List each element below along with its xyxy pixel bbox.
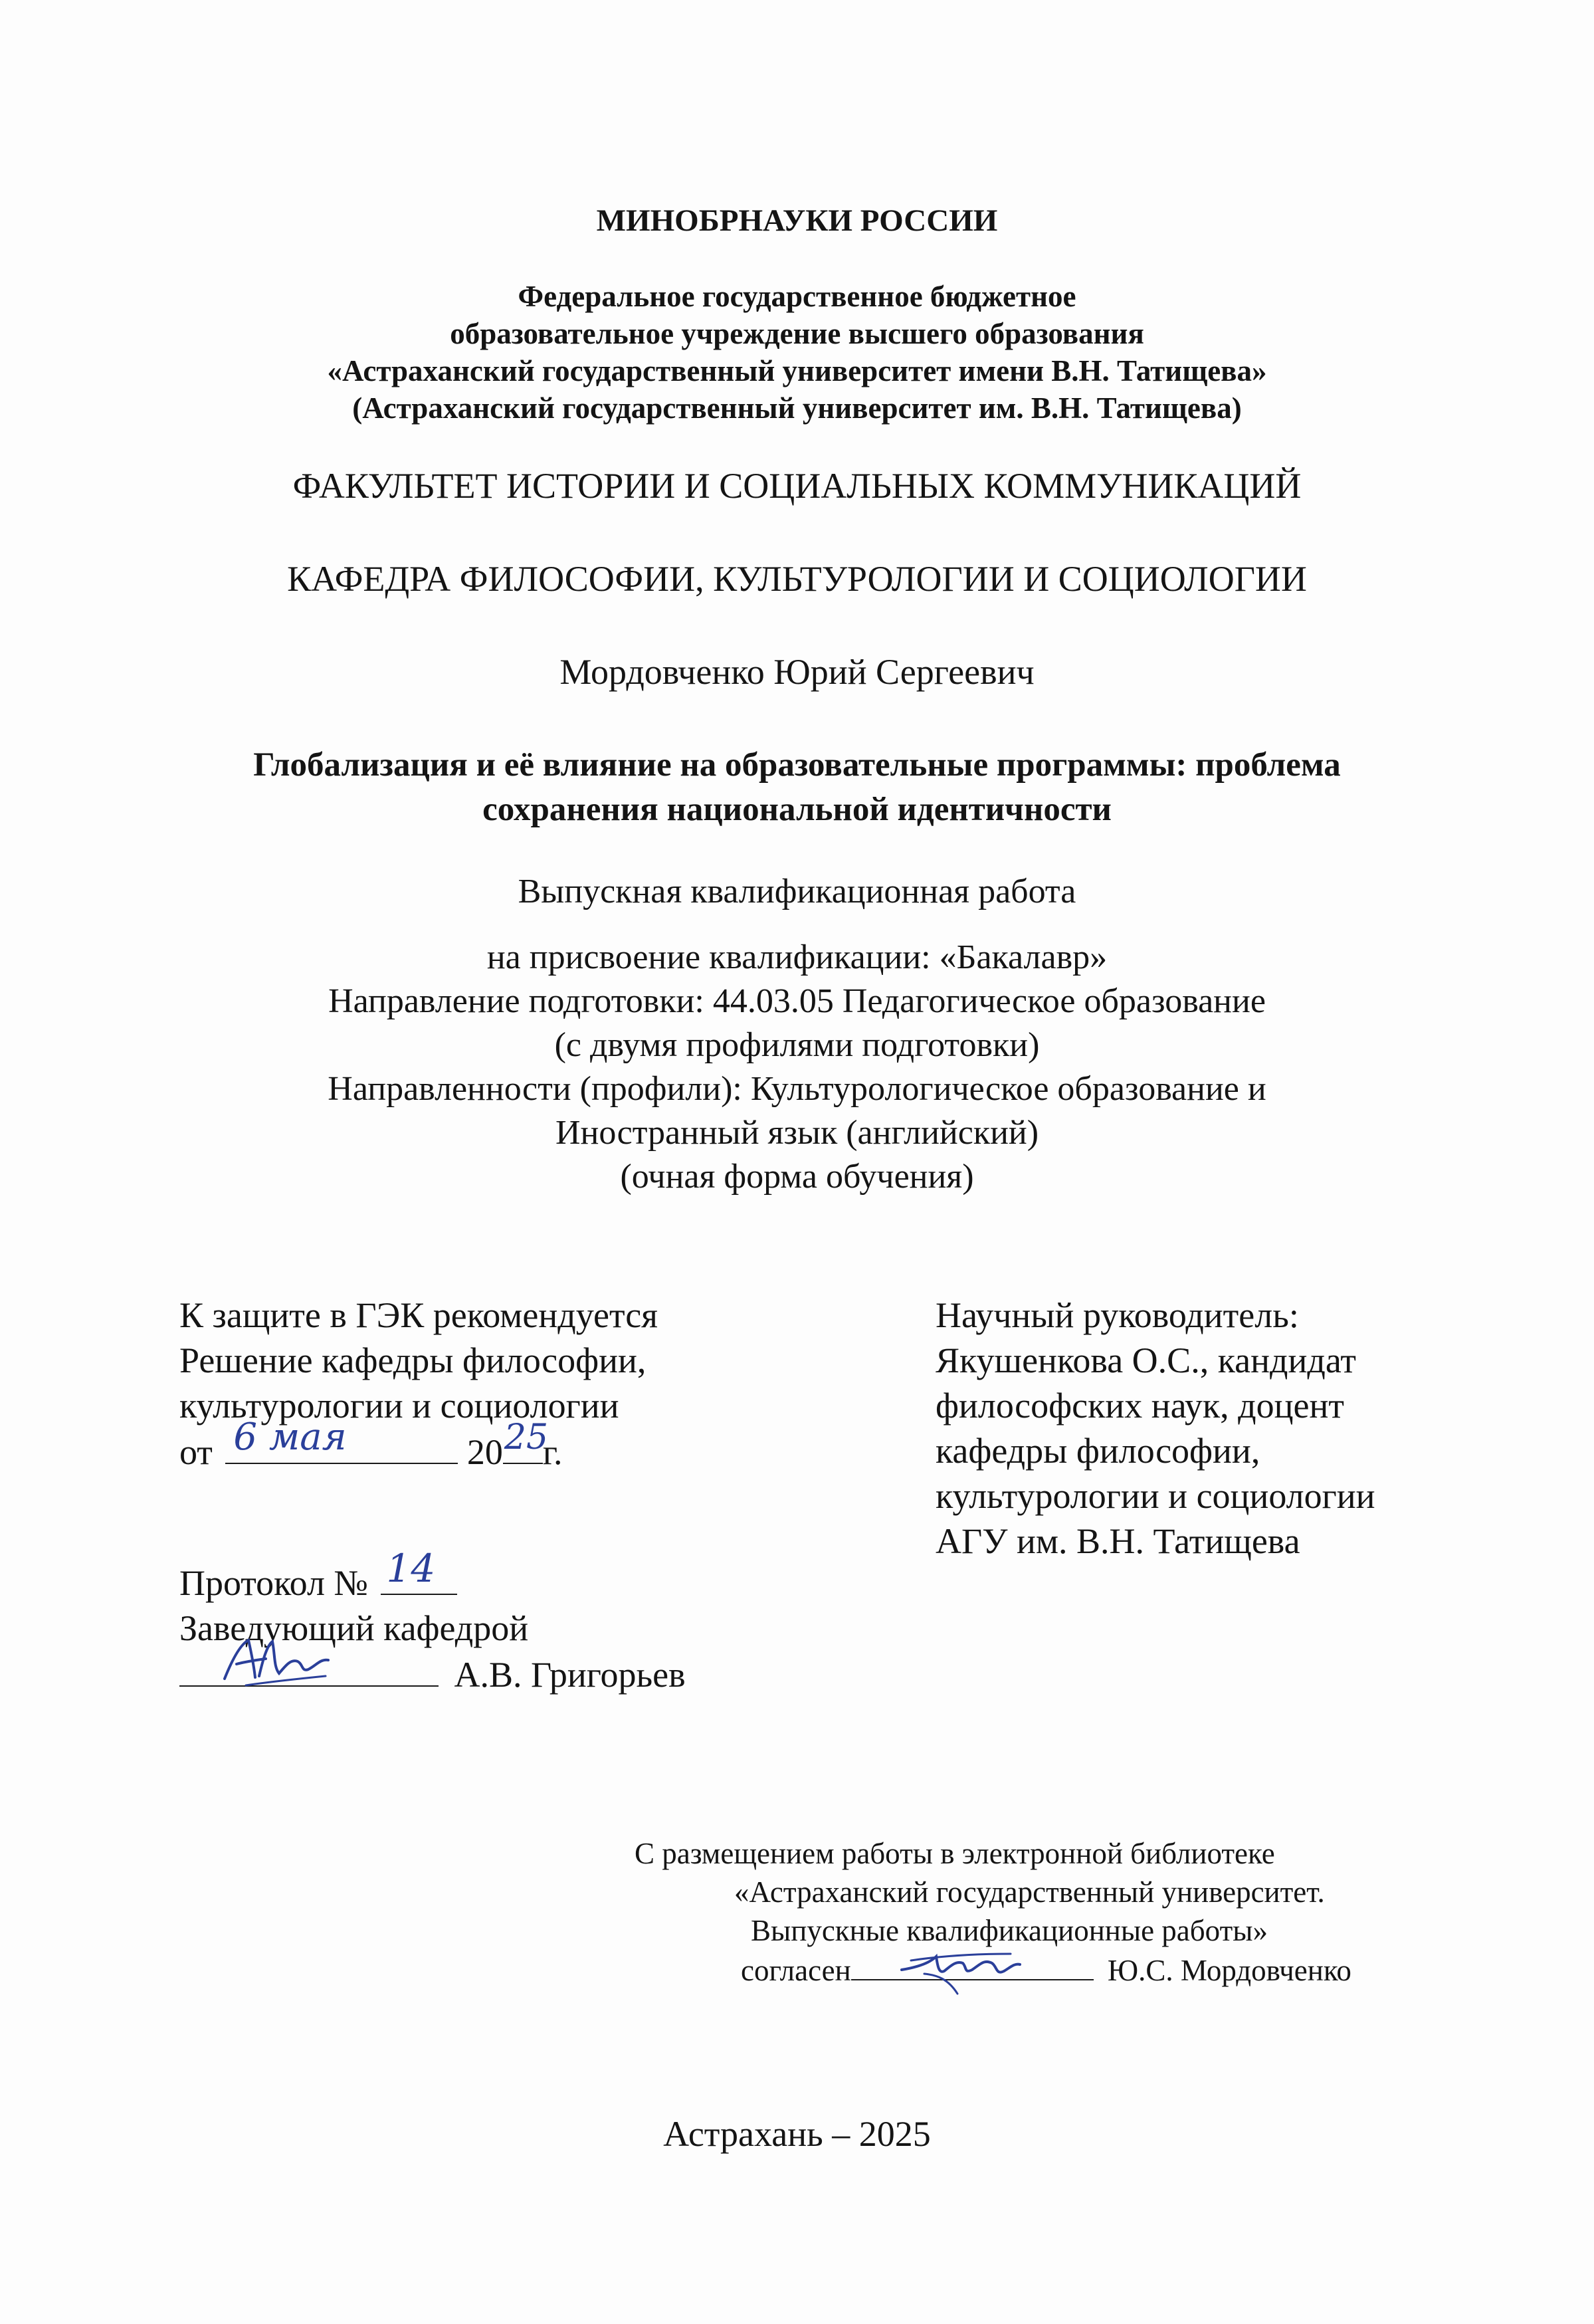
handwritten-year: 25 (504, 1418, 549, 1457)
year-prefix: 20 (466, 1432, 503, 1472)
qualification-details (0, 936, 1594, 1199)
institution-line: образовательное учреждение высшего образования (450, 317, 1144, 350)
library-line: «Астраханский государственный университет. (734, 1875, 1325, 1909)
date-prefix: от (179, 1432, 213, 1472)
protocol-line (179, 1546, 686, 1606)
date-blank (225, 1416, 458, 1464)
protocol-block (179, 1546, 686, 1697)
details-line: Направленности (профили): Культурологическое образование и (328, 1070, 1266, 1108)
author-name: Мордовченко Юрий Сергеевич (559, 652, 1035, 692)
department-name: КАФЕДРА ФИЛОСОФИИ, КУЛЬТУРОЛОГИИ И СОЦИОЛОГИИ (287, 559, 1307, 599)
supervisor-info (936, 1293, 1375, 1564)
defense-recommendation (179, 1293, 658, 1475)
details-line: (очная форма обучения) (620, 1158, 974, 1196)
supervisor-line: АГУ им. В.Н. Татищева (936, 1521, 1300, 1561)
defense-date-line (179, 1416, 658, 1475)
supervisor-line: Якушенкова О.С., кандидат (936, 1340, 1356, 1380)
institution-name (0, 278, 1594, 427)
library-line: С размещением работы в электронной библиотеке (635, 1837, 1275, 1870)
consent-signature-blank (851, 1950, 1094, 1980)
head-of-department-label: Заведующий кафедрой (179, 1608, 529, 1648)
library-line: Выпускные квалификационные работы» (751, 1914, 1268, 1947)
supervisor-line: Научный руководитель: (936, 1295, 1299, 1335)
faculty-name: ФАКУЛЬТЕТ ИСТОРИИ И СОЦИАЛЬНЫХ КОММУНИКАЦИЙ (292, 466, 1302, 506)
year-blank (503, 1418, 549, 1464)
head-of-department-name: А.В. Григорьев (454, 1655, 686, 1695)
work-type: Выпускная квалификационная работа (518, 873, 1076, 910)
consent-label: согласен (741, 1954, 851, 1987)
defense-line: К защите в ГЭК рекомендуется (179, 1295, 658, 1335)
defense-line: культурологии и социологии (179, 1386, 619, 1426)
consent-line (741, 1950, 1351, 1990)
thesis-title-line: Глобализация и её влияние на образовательные программы: проблема (253, 746, 1341, 784)
supervisor-line: культурологии и социологии (936, 1476, 1375, 1516)
city-year: Астрахань – 2025 (663, 2114, 931, 2154)
ministry-heading: МИНОБРНАУКИ РОССИИ (596, 203, 998, 238)
handwritten-date: 6 мая (233, 1416, 347, 1459)
head-signature-line (179, 1651, 686, 1697)
details-line: (с двумя профилями подготовки) (554, 1026, 1040, 1064)
details-line: на присвоение квалификации: «Бакалавр» (486, 938, 1108, 976)
institution-line: Федеральное государственное бюджетное (518, 280, 1076, 313)
signature-author-icon (898, 1937, 1024, 1996)
institution-line: (Астраханский государственный университет им. В.Н. Татищева) (352, 391, 1242, 425)
signature-head-icon (219, 1632, 332, 1692)
handwritten-protocol-number: 14 (386, 1546, 436, 1591)
details-line: Направление подготовки: 44.03.05 Педагогическое образование (328, 982, 1266, 1020)
year-suffix: г. (542, 1432, 563, 1472)
protocol-label: Протокол № (179, 1563, 368, 1603)
defense-line: Решение кафедры философии, (179, 1340, 647, 1380)
consent-name: Ю.С. Мордовченко (1107, 1954, 1351, 1987)
head-signature-blank (179, 1651, 439, 1687)
details-line: Иностранный язык (английский) (555, 1114, 1039, 1152)
supervisor-line: философских наук, доцент (936, 1386, 1344, 1426)
thesis-title-line: сохранения национальной идентичности (482, 791, 1112, 828)
thesis-title (0, 743, 1594, 832)
protocol-number-blank (381, 1546, 457, 1595)
supervisor-line: кафедры философии, (936, 1431, 1260, 1471)
institution-line: «Астраханский государственный университет имени В.Н. Татищева» (327, 354, 1267, 387)
